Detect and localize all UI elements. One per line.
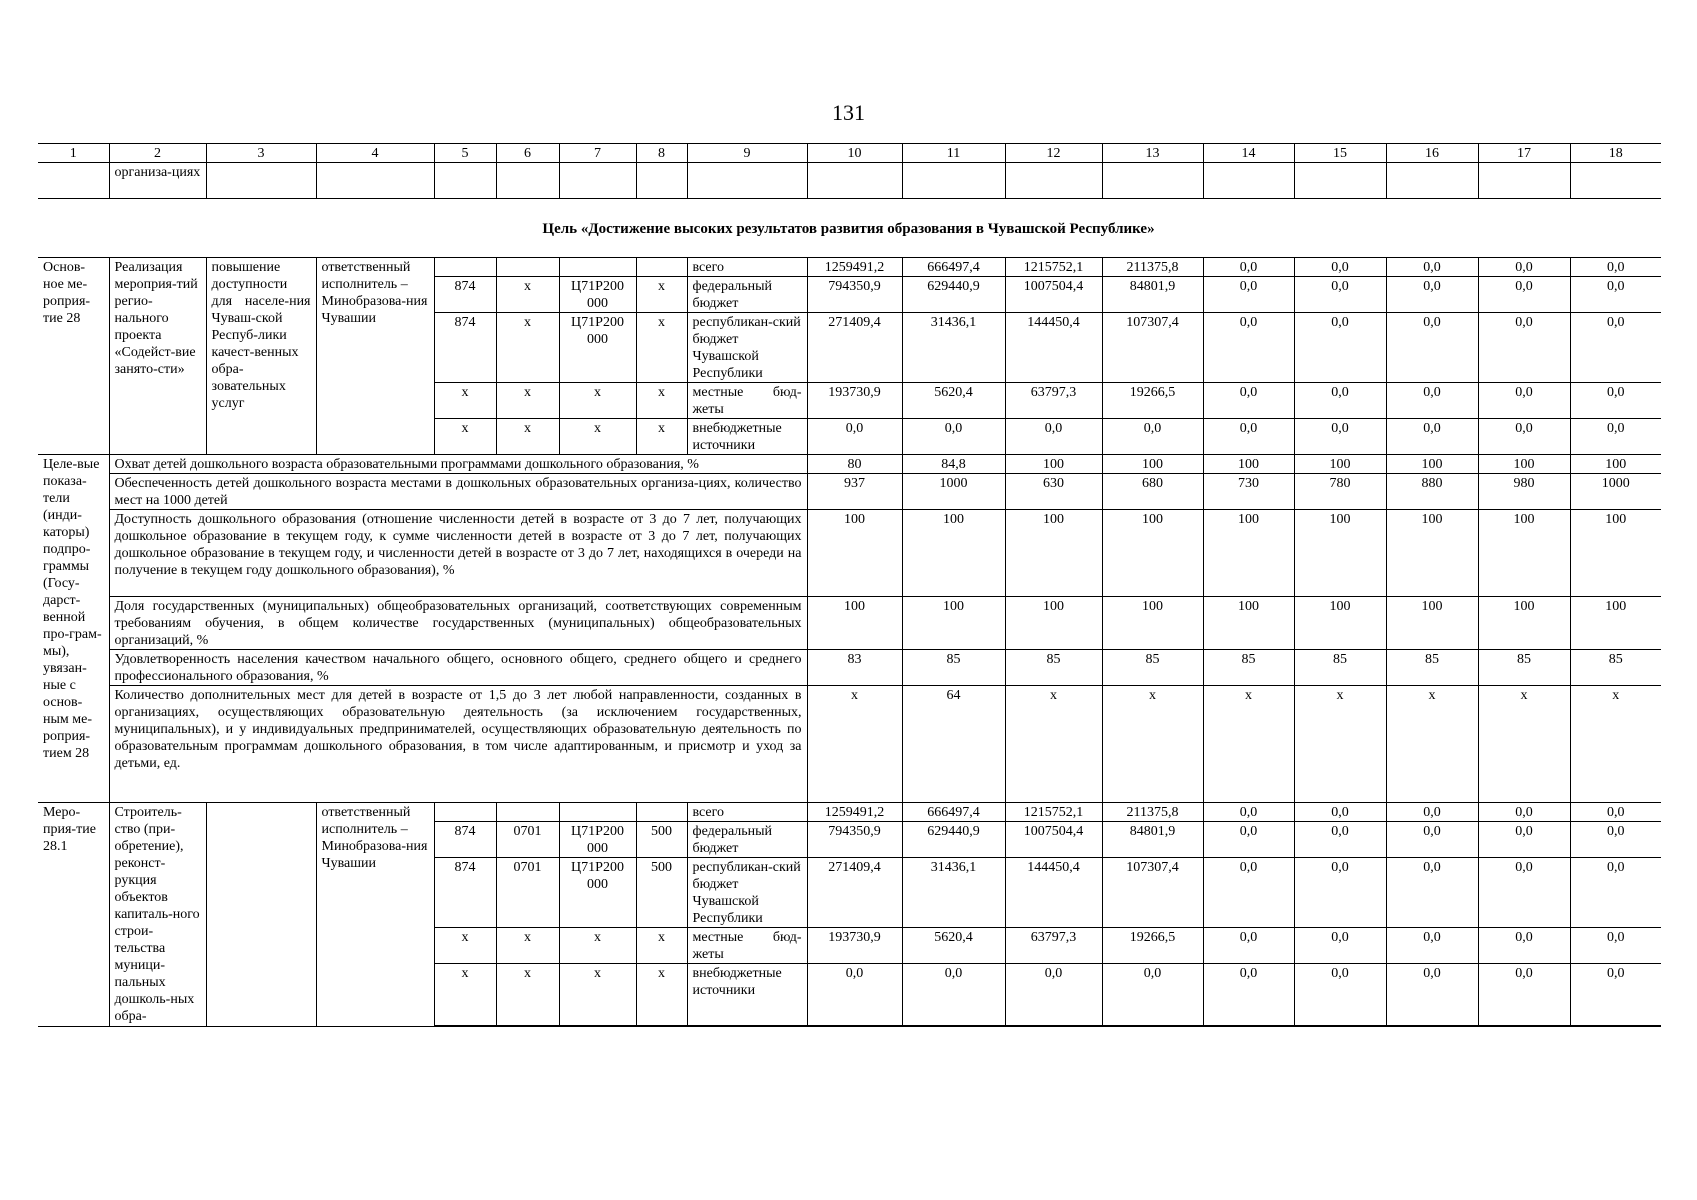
block1-value: 629440,9 bbox=[902, 277, 1005, 313]
block2-value: 0,0 bbox=[1203, 803, 1294, 822]
block1-code-admin: х bbox=[434, 383, 496, 419]
indicator-value: 680 bbox=[1102, 474, 1203, 510]
block2-row bbox=[38, 803, 1661, 822]
block2-value: 0,0 bbox=[1203, 858, 1294, 928]
indicator-value: 880 bbox=[1386, 474, 1478, 510]
column-header-1: 1 bbox=[38, 144, 109, 163]
column-header-18: 18 bbox=[1570, 144, 1661, 163]
indicator-value: 1000 bbox=[902, 474, 1005, 510]
block2-value: 5620,4 bbox=[902, 928, 1005, 964]
indicator-value: х bbox=[1478, 686, 1570, 803]
indicator-value: 100 bbox=[1102, 455, 1203, 474]
column-header-table bbox=[38, 143, 1661, 199]
column-header-16: 16 bbox=[1386, 144, 1478, 163]
continuation-row bbox=[38, 163, 1661, 199]
block1-value: 0,0 bbox=[1386, 383, 1478, 419]
block2-code-admin: 874 bbox=[434, 858, 496, 928]
block1-value: 0,0 bbox=[1294, 419, 1386, 455]
indicator-value: х bbox=[1005, 686, 1102, 803]
block1-funding-source: республикан-ский бюджет Чувашской Республики bbox=[687, 313, 807, 383]
block2-code-type: 500 bbox=[636, 822, 687, 858]
main-table bbox=[38, 257, 1661, 1027]
block1-value: 19266,5 bbox=[1102, 383, 1203, 419]
indicator-value: 85 bbox=[1203, 650, 1294, 686]
block1-code-admin: 874 bbox=[434, 277, 496, 313]
indicator-value: х bbox=[807, 686, 902, 803]
block1-value: 193730,9 bbox=[807, 383, 902, 419]
indicator-row bbox=[38, 510, 1661, 597]
block1-value: 0,0 bbox=[1294, 258, 1386, 277]
indicator-row bbox=[38, 686, 1661, 803]
block2-value: 0,0 bbox=[1294, 928, 1386, 964]
block2-value: 0,0 bbox=[1294, 822, 1386, 858]
column-header-17: 17 bbox=[1478, 144, 1570, 163]
block2-value: 0,0 bbox=[807, 964, 902, 1027]
indicator-value: 100 bbox=[807, 597, 902, 650]
indicator-value: х bbox=[1203, 686, 1294, 803]
block1-value: 0,0 bbox=[1294, 277, 1386, 313]
indicator-value: 64 bbox=[902, 686, 1005, 803]
column-header-4: 4 bbox=[316, 144, 434, 163]
block1-code-target: Ц71Р200 000 bbox=[559, 313, 636, 383]
indicator-text: Охват детей дошкольного возраста образовательными программами дошкольного образования, % bbox=[109, 455, 807, 474]
block1-value: 0,0 bbox=[1570, 277, 1661, 313]
column-header-7: 7 bbox=[559, 144, 636, 163]
block1-value: 144450,4 bbox=[1005, 313, 1102, 383]
indicator-value: 100 bbox=[1203, 597, 1294, 650]
block1-funding-source: внебюджетные источники bbox=[687, 419, 807, 455]
indicator-value: 100 bbox=[1386, 597, 1478, 650]
block1-value: 1259491,2 bbox=[807, 258, 902, 277]
block1-code-target: Ц71Р200 000 bbox=[559, 277, 636, 313]
block2-code-section: х bbox=[496, 928, 559, 964]
indicator-value: 85 bbox=[1478, 650, 1570, 686]
block2-value: 0,0 bbox=[1386, 928, 1478, 964]
block1-value: 0,0 bbox=[1203, 419, 1294, 455]
block1-value: 0,0 bbox=[1478, 258, 1570, 277]
indicator-value: 85 bbox=[1386, 650, 1478, 686]
block2-value: 1259491,2 bbox=[807, 803, 902, 822]
block2-col1: Меро-прия-тие 28.1 bbox=[38, 803, 109, 1027]
block2-value: 0,0 bbox=[1203, 822, 1294, 858]
indicator-value: 100 bbox=[1294, 510, 1386, 597]
block2-funding-source: федеральный бюджет bbox=[687, 822, 807, 858]
block1-value: 0,0 bbox=[1294, 383, 1386, 419]
block2-col2: Строитель-ство (при-обретение), реконст-рукция объектов капиталь-ного строи-тельства муници-пальных дошколь-ных обра- bbox=[109, 803, 206, 1027]
block2-code-target: Ц71Р200 000 bbox=[559, 822, 636, 858]
block2-funding-source: местные бюд-жеты bbox=[687, 928, 807, 964]
block1-code-type bbox=[636, 258, 687, 277]
block2-code-section: х bbox=[496, 964, 559, 1027]
block2-value: 0,0 bbox=[1570, 822, 1661, 858]
indicator-value: 100 bbox=[1570, 597, 1661, 650]
block1-value: 0,0 bbox=[1386, 258, 1478, 277]
indicator-value: 937 bbox=[807, 474, 902, 510]
block2-value: 629440,9 bbox=[902, 822, 1005, 858]
indicator-value: 780 bbox=[1294, 474, 1386, 510]
column-header-12: 12 bbox=[1005, 144, 1102, 163]
block1-col2: Реализация мероприя-тий регио-нального проекта «Содейст-вие занято-сти» bbox=[109, 258, 206, 455]
block1-value: 5620,4 bbox=[902, 383, 1005, 419]
indicator-text: Количество дополнительных мест для детей в возрасте от 1,5 до 3 лет любой направленности, созданных в организациях, осуществляющих образовательную деятельность (за исключением государственных, муниципальных), и у индивидуальных предпринимателей, осуществляющих образовательную деятельность по образовательным программам дошкольного образования, в том числе адаптированным, и присмотр и уход за детьми, ед. bbox=[109, 686, 807, 803]
block2-code-section: 0701 bbox=[496, 822, 559, 858]
block1-code-section bbox=[496, 258, 559, 277]
indicator-value: 100 bbox=[1102, 597, 1203, 650]
block1-code-type: х bbox=[636, 313, 687, 383]
block1-value: 0,0 bbox=[1478, 419, 1570, 455]
indicator-text: Доступность дошкольного образования (отношение численности детей в возрасте от 3 до 7 лет, получающих дошкольное образование в текущем году, к сумме численности детей в возрасте от 3 до 7 лет, получающих дошкольное образование в текущем году, и численности детей в возрасте от 3 до 7 лет, находящихся в очереди на получение в текущем году дошкольного образования), % bbox=[109, 510, 807, 597]
cont-col2: организа-циях bbox=[109, 163, 206, 199]
block2-code-admin: х bbox=[434, 928, 496, 964]
indicator-value: 100 bbox=[1203, 510, 1294, 597]
indicator-row bbox=[38, 455, 1661, 474]
indicator-value: х bbox=[1294, 686, 1386, 803]
indicator-row bbox=[38, 597, 1661, 650]
indicator-value: х bbox=[1386, 686, 1478, 803]
block1-value: 0,0 bbox=[1478, 313, 1570, 383]
block1-value: 1007504,4 bbox=[1005, 277, 1102, 313]
block1-value: 0,0 bbox=[1386, 277, 1478, 313]
column-header-9: 9 bbox=[687, 144, 807, 163]
indicator-value: 85 bbox=[1570, 650, 1661, 686]
block2-value: 0,0 bbox=[1478, 822, 1570, 858]
block2-value: 0,0 bbox=[1478, 964, 1570, 1027]
block2-code-target: х bbox=[559, 928, 636, 964]
block1-code-admin: х bbox=[434, 419, 496, 455]
column-header-3: 3 bbox=[206, 144, 316, 163]
block2-value: 193730,9 bbox=[807, 928, 902, 964]
block1-value: 0,0 bbox=[1005, 419, 1102, 455]
block1-code-section: х bbox=[496, 383, 559, 419]
block2-value: 0,0 bbox=[1570, 858, 1661, 928]
block1-value: 271409,4 bbox=[807, 313, 902, 383]
block1-value: 107307,4 bbox=[1102, 313, 1203, 383]
block2-funding-source: внебюджетные источники bbox=[687, 964, 807, 1027]
column-header-10: 10 bbox=[807, 144, 902, 163]
indicator-value: 100 bbox=[1478, 455, 1570, 474]
block1-funding-source: местные бюд-жеты bbox=[687, 383, 807, 419]
block1-value: 0,0 bbox=[1203, 258, 1294, 277]
block1-value: 0,0 bbox=[902, 419, 1005, 455]
block2-code-admin: 874 bbox=[434, 822, 496, 858]
block2-value: 107307,4 bbox=[1102, 858, 1203, 928]
indicator-value: 100 bbox=[1478, 597, 1570, 650]
block1-value: 666497,4 bbox=[902, 258, 1005, 277]
block1-value: 0,0 bbox=[1203, 277, 1294, 313]
indicators-label: Целе-вые показа-тели (инди-каторы) подпро-граммы (Госу-дарст-венной про-грам-мы), увязан-ные с основ-ным ме-роприя-тием 28 bbox=[38, 455, 109, 803]
block1-value: 794350,9 bbox=[807, 277, 902, 313]
block2-value: 0,0 bbox=[1386, 964, 1478, 1027]
block2-value: 211375,8 bbox=[1102, 803, 1203, 822]
block1-value: 0,0 bbox=[1203, 313, 1294, 383]
block1-value: 0,0 bbox=[1102, 419, 1203, 455]
block2-value: 84801,9 bbox=[1102, 822, 1203, 858]
column-header-14: 14 bbox=[1203, 144, 1294, 163]
indicator-value: 85 bbox=[902, 650, 1005, 686]
block2-value: 63797,3 bbox=[1005, 928, 1102, 964]
block2-value: 0,0 bbox=[1294, 858, 1386, 928]
indicator-row bbox=[38, 474, 1661, 510]
indicator-value: 100 bbox=[902, 510, 1005, 597]
indicator-value: 100 bbox=[1478, 510, 1570, 597]
column-header-2: 2 bbox=[109, 144, 206, 163]
indicator-value: 100 bbox=[1386, 455, 1478, 474]
block1-value: 63797,3 bbox=[1005, 383, 1102, 419]
indicator-value: 730 bbox=[1203, 474, 1294, 510]
block2-col3 bbox=[206, 803, 316, 1027]
indicator-value: 100 bbox=[1005, 597, 1102, 650]
block2-code-target: Ц71Р200 000 bbox=[559, 858, 636, 928]
block2-value: 0,0 bbox=[1478, 928, 1570, 964]
indicator-value: 100 bbox=[1005, 455, 1102, 474]
block1-col1: Основ-ное ме-роприя-тие 28 bbox=[38, 258, 109, 455]
block1-funding-source: всего bbox=[687, 258, 807, 277]
header-row bbox=[38, 144, 1661, 163]
block2-value: 0,0 bbox=[1386, 822, 1478, 858]
block1-value: 31436,1 bbox=[902, 313, 1005, 383]
block2-funding-source: всего bbox=[687, 803, 807, 822]
block2-value: 19266,5 bbox=[1102, 928, 1203, 964]
block1-value: 0,0 bbox=[1478, 383, 1570, 419]
indicator-value: 100 bbox=[1386, 510, 1478, 597]
indicator-value: х bbox=[1570, 686, 1661, 803]
block2-value: 0,0 bbox=[1203, 964, 1294, 1027]
block2-value: 0,0 bbox=[1570, 928, 1661, 964]
block1-code-admin bbox=[434, 258, 496, 277]
block2-value: 271409,4 bbox=[807, 858, 902, 928]
indicator-text: Обеспеченность детей дошкольного возраста местами в дошкольных образовательных организа-циях, количество мест на 1000 детей bbox=[109, 474, 807, 510]
block1-value: 0,0 bbox=[1570, 258, 1661, 277]
block2-value: 0,0 bbox=[1294, 964, 1386, 1027]
indicator-value: 85 bbox=[1294, 650, 1386, 686]
block1-value: 0,0 bbox=[1294, 313, 1386, 383]
block1-value: 84801,9 bbox=[1102, 277, 1203, 313]
block1-value: 0,0 bbox=[1203, 383, 1294, 419]
indicator-value: 85 bbox=[1102, 650, 1203, 686]
block2-code-section bbox=[496, 803, 559, 822]
block1-value: 0,0 bbox=[1386, 313, 1478, 383]
block2-code-admin bbox=[434, 803, 496, 822]
indicator-text: Удовлетворенность населения качеством начального общего, основного общего, среднего общего и среднего профессионального образования, % bbox=[109, 650, 807, 686]
indicator-value: 100 bbox=[1005, 510, 1102, 597]
indicator-value: 84,8 bbox=[902, 455, 1005, 474]
block2-code-admin: х bbox=[434, 964, 496, 1027]
indicator-value: 80 bbox=[807, 455, 902, 474]
block1-value: 1215752,1 bbox=[1005, 258, 1102, 277]
block1-value: 0,0 bbox=[807, 419, 902, 455]
block2-code-section: 0701 bbox=[496, 858, 559, 928]
indicator-value: 100 bbox=[1294, 597, 1386, 650]
indicator-value: 100 bbox=[902, 597, 1005, 650]
column-header-5: 5 bbox=[434, 144, 496, 163]
indicator-value: 630 bbox=[1005, 474, 1102, 510]
page-number: 131 bbox=[832, 100, 865, 125]
block2-value: 0,0 bbox=[1478, 858, 1570, 928]
block1-code-section: х bbox=[496, 419, 559, 455]
block2-value: 0,0 bbox=[1294, 803, 1386, 822]
indicator-value: 83 bbox=[807, 650, 902, 686]
block1-row bbox=[38, 258, 1661, 277]
block2-value: 0,0 bbox=[1570, 803, 1661, 822]
column-header-6: 6 bbox=[496, 144, 559, 163]
column-header-15: 15 bbox=[1294, 144, 1386, 163]
block1-value: 0,0 bbox=[1386, 419, 1478, 455]
block2-value: 0,0 bbox=[902, 964, 1005, 1027]
block2-value: 1215752,1 bbox=[1005, 803, 1102, 822]
indicator-value: 100 bbox=[1203, 455, 1294, 474]
block2-col4: ответственный исполнитель – Минобразова-ния Чувашии bbox=[316, 803, 434, 1027]
block2-value: 0,0 bbox=[1386, 803, 1478, 822]
indicator-value: 100 bbox=[1294, 455, 1386, 474]
column-header-11: 11 bbox=[902, 144, 1005, 163]
block2-code-type: х bbox=[636, 964, 687, 1027]
block1-col4: ответственный исполнитель – Минобразова-ния Чувашии bbox=[316, 258, 434, 455]
indicator-value: 980 bbox=[1478, 474, 1570, 510]
block1-code-target: х bbox=[559, 419, 636, 455]
block2-value: 666497,4 bbox=[902, 803, 1005, 822]
column-header-13: 13 bbox=[1102, 144, 1203, 163]
block1-code-target bbox=[559, 258, 636, 277]
block2-code-type: 500 bbox=[636, 858, 687, 928]
block2-code-type bbox=[636, 803, 687, 822]
indicator-row bbox=[38, 650, 1661, 686]
block1-value: 0,0 bbox=[1570, 383, 1661, 419]
indicator-value: х bbox=[1102, 686, 1203, 803]
block2-value: 0,0 bbox=[1478, 803, 1570, 822]
indicator-value: 1000 bbox=[1570, 474, 1661, 510]
block2-code-target: х bbox=[559, 964, 636, 1027]
block2-code-target bbox=[559, 803, 636, 822]
indicator-value: 100 bbox=[807, 510, 902, 597]
block1-code-target: х bbox=[559, 383, 636, 419]
block2-value: 0,0 bbox=[1102, 964, 1203, 1027]
block2-value: 31436,1 bbox=[902, 858, 1005, 928]
block2-code-type: х bbox=[636, 928, 687, 964]
block1-value: 211375,8 bbox=[1102, 258, 1203, 277]
block1-code-type: х bbox=[636, 277, 687, 313]
block2-value: 0,0 bbox=[1203, 928, 1294, 964]
block2-value: 0,0 bbox=[1005, 964, 1102, 1027]
block2-value: 144450,4 bbox=[1005, 858, 1102, 928]
indicator-value: 100 bbox=[1570, 455, 1661, 474]
indicator-value: 100 bbox=[1570, 510, 1661, 597]
block1-value: 0,0 bbox=[1570, 313, 1661, 383]
block1-code-admin: 874 bbox=[434, 313, 496, 383]
block1-col3: повышение доступности для населе-ния Чуваш-ской Респуб-лики качест-венных обра-зовательных услуг bbox=[206, 258, 316, 455]
block2-value: 1007504,4 bbox=[1005, 822, 1102, 858]
block1-value: 0,0 bbox=[1570, 419, 1661, 455]
block1-value: 0,0 bbox=[1478, 277, 1570, 313]
column-header-8: 8 bbox=[636, 144, 687, 163]
block2-value: 0,0 bbox=[1570, 964, 1661, 1027]
block2-funding-source: республикан-ский бюджет Чувашской Республики bbox=[687, 858, 807, 928]
block2-value: 794350,9 bbox=[807, 822, 902, 858]
goal-title: Цель «Достижение высоких результатов развития образования в Чувашской Республике» bbox=[542, 221, 1155, 237]
block1-code-type: х bbox=[636, 419, 687, 455]
indicator-value: 100 bbox=[1102, 510, 1203, 597]
block2-value: 0,0 bbox=[1386, 858, 1478, 928]
block1-funding-source: федеральный бюджет bbox=[687, 277, 807, 313]
block1-code-type: х bbox=[636, 383, 687, 419]
block1-code-section: х bbox=[496, 277, 559, 313]
indicator-value: 85 bbox=[1005, 650, 1102, 686]
block1-code-section: х bbox=[496, 313, 559, 383]
indicator-text: Доля государственных (муниципальных) общеобразовательных организаций, соответствующих современным требованиям обучения, в общем количестве государственных (муниципальных) общеобразовательных организаций, % bbox=[109, 597, 807, 650]
